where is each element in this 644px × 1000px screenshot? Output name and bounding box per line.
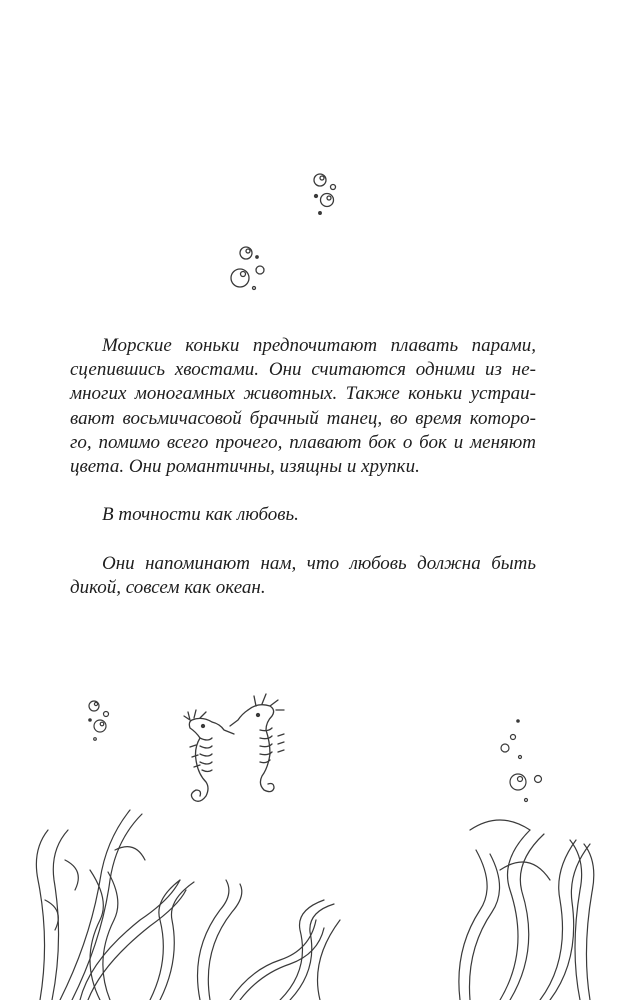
text-line: многих моногамных животных. Также коньки устраи- bbox=[70, 383, 536, 405]
text-line: цвета. Они романтичны, изящны и хрупки. bbox=[70, 456, 420, 478]
seahorse-left-illustration bbox=[184, 710, 234, 801]
paragraph-seahorses bbox=[70, 334, 536, 479]
text-line: го, помимо всего прочего, плавают бок о бок и меняют bbox=[70, 431, 536, 453]
seahorse-right-illustration bbox=[230, 694, 284, 792]
text-line: В точности как любовь. bbox=[102, 504, 299, 526]
bubbles-bottom-left-icon bbox=[89, 701, 109, 740]
text-line: сцепившись хвостами. Они считаются одними из не- bbox=[70, 359, 536, 381]
text-line: вают восьмичасовой брачный танец, во время которо- bbox=[70, 407, 536, 429]
seaweed-center-illustration bbox=[150, 880, 340, 1000]
bubbles-bottom-right-icon bbox=[501, 720, 542, 802]
text-line: дикой, совсем как океан. bbox=[70, 577, 266, 598]
seaweed-right-illustration bbox=[459, 820, 594, 1000]
text-line: Морские коньки предпочитают плавать парами, bbox=[102, 335, 536, 356]
paragraph-love bbox=[102, 503, 536, 527]
body-text bbox=[70, 334, 536, 624]
seaweed-left-illustration bbox=[36, 810, 186, 1000]
bubbles-top-left-icon bbox=[231, 247, 264, 290]
bubbles-top-right-icon bbox=[314, 174, 336, 214]
paragraph-ocean bbox=[70, 552, 536, 600]
text-line: Они напоминают нам, что любовь должна быть bbox=[102, 552, 536, 574]
